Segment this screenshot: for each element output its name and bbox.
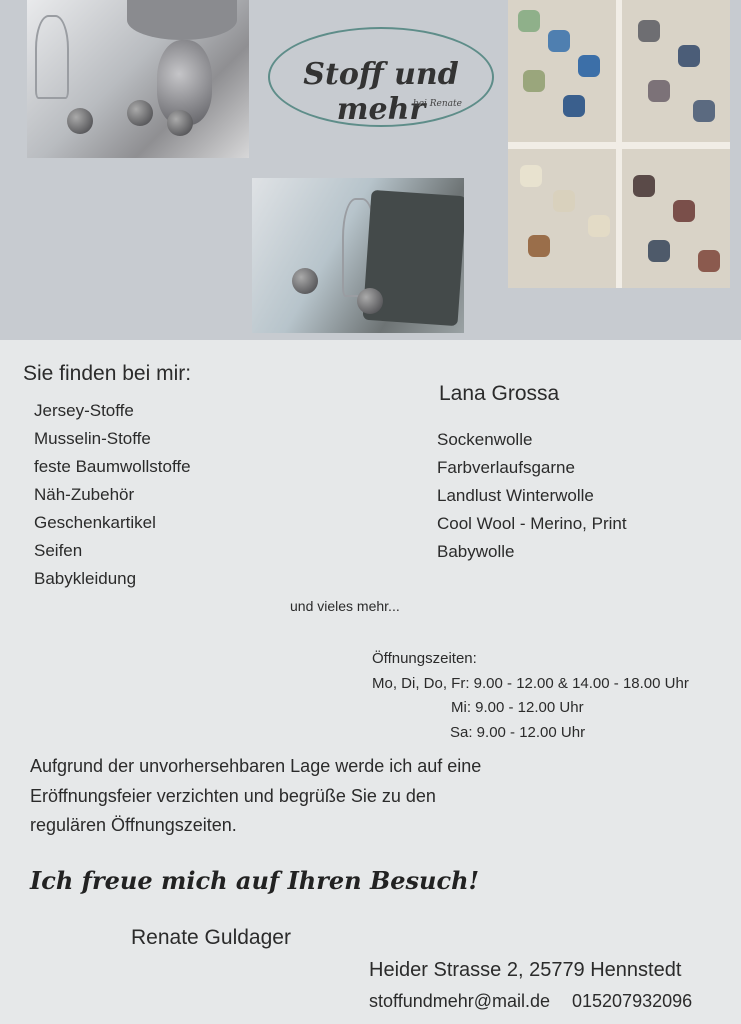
list-item: Babywolle (437, 542, 515, 561)
notice-line: Aufgrund der unvorhersehbaren Lage werde ich auf eine (30, 756, 482, 776)
hours-line: Sa: 9.00 - 12.00 Uhr (450, 724, 586, 741)
list-item: Seifen (34, 541, 83, 560)
right-heading: Lana Grossa (439, 382, 560, 405)
logo-name: Stoff und mehr (303, 57, 459, 127)
address: Heider Strasse 2, 25779 Hennstedt (369, 959, 682, 981)
notice-line: Eröffnungsfeier verzichten und begrüße Sie zu den (30, 786, 436, 806)
email-address: stoffundmehr@mail.de (369, 991, 551, 1011)
list-item: Musselin-Stoffe (34, 429, 151, 448)
list-item: Näh-Zubehör (34, 485, 135, 504)
hours-line: Mo, Di, Do, Fr: 9.00 - 12.00 & 14.00 - 18.00 Uhr (372, 675, 689, 692)
phone-number: 015207932096 (572, 991, 693, 1011)
hours-line: Mi: 9.00 - 12.00 Uhr (451, 699, 584, 716)
shop-logo (268, 27, 494, 127)
list-item: Geschenkartikel (34, 513, 156, 532)
photo-yarn-shelf (508, 0, 730, 288)
photo-pillow-decor (252, 178, 464, 333)
list-item: feste Baumwollstoffe (34, 457, 191, 476)
notice-line: regulären Öffnungszeiten. (30, 815, 237, 835)
list-item: Landlust Winterwolle (437, 486, 594, 505)
list-item: Sockenwolle (437, 430, 533, 449)
closing-greeting: Ich freue mich auf Ihren Besuch! (30, 866, 480, 895)
photo-header (0, 0, 741, 340)
left-heading: Sie finden bei mir: (23, 362, 192, 385)
photo-lamp-decor (27, 0, 249, 158)
list-item: Jersey-Stoffe (34, 401, 134, 420)
logo-subtitle: bei Renate (412, 99, 462, 109)
list-item: Cool Wool - Merino, Print (437, 514, 627, 533)
more-text: und vieles mehr... (290, 598, 400, 614)
list-item: Farbverlaufsgarne (437, 458, 575, 477)
owner-name: Renate Guldager (131, 926, 291, 949)
hours-title: Öffnungszeiten: (372, 650, 477, 667)
list-item: Babykleidung (34, 569, 137, 588)
